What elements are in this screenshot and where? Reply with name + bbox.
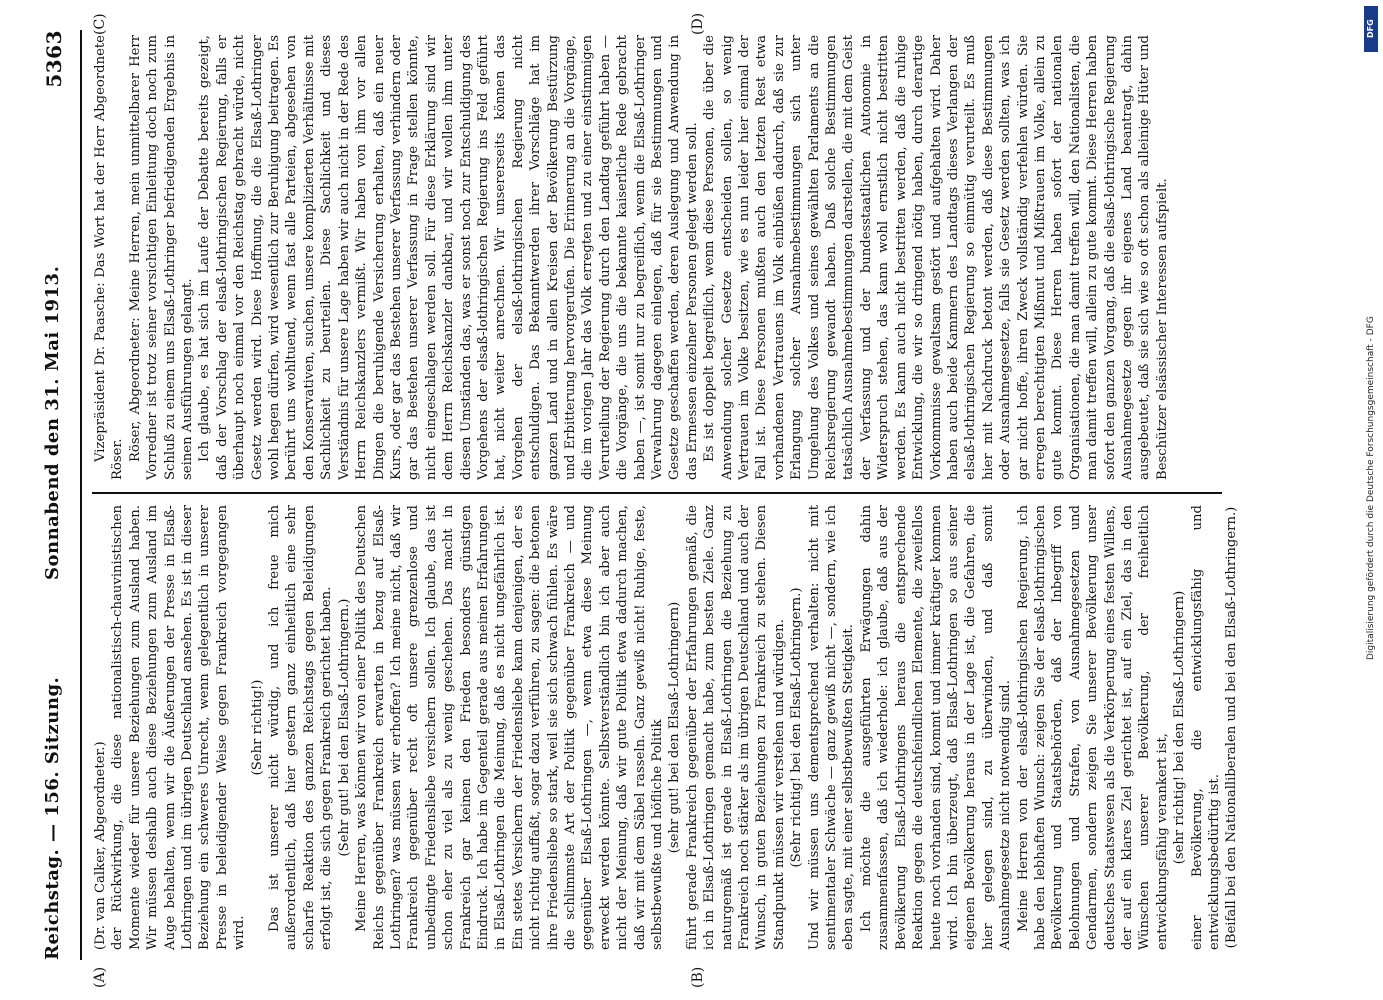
dfg-logo: DFG <box>1364 6 1378 52</box>
page-header <box>42 30 76 960</box>
header-date: Sonnabend den 31. Mai 1913. <box>42 265 63 580</box>
paragraph: Meine Herren von der elsaß-lothringischen Regierung, ich habe den lebhaften Wunsch: zeigen Sie der elsaß-lothringischen Bevölkerung und Staatsbehörden, daß der Inbegriff von Belohnungen und Strafen, von Ausnahmegesetzen und Gendarmen, sondern zeigen Sie unserer Bevölkerung unser deutsches Staatswesen als die Verkörperung eines festen Willens, der auf ein klares Ziel gerichtet ist, auf ein Ziel, das in den Wünschen unserer Bevölkerung, der freiheitlich entwicklungsfähig verankert ist, <box>1015 505 1170 950</box>
paragraph: (Dr. van Calker, Abgeordneter.) <box>93 741 108 950</box>
left-column <box>92 505 1241 950</box>
paragraph: Röser, Abgeordneter: Meine Herren, mein unmittelbarer Herr Vorredner ist trotz seiner vorsichtigen Einleitung doch noch zum Schluß zu einem uns Elsaß-Lothringer befriedigenden Ergebnis in seinen Ausführungen gelangt. <box>127 35 196 480</box>
interjection: (sehr richtig! bei den Elsaß-Lothringern) <box>1172 590 1188 865</box>
paragraph: Und wir müssen uns dementsprechend verhalten: nicht mit sentimentaler Schwäche — ganz gewiß nicht —, sondern, wie ich eben sagte, mit einer selbstbewußten Stetigkeit. <box>806 505 857 950</box>
interjection: (Sehr gut! bei den Elsaß-Lothringern.) <box>336 598 352 857</box>
header-rule <box>80 30 82 960</box>
right-column <box>92 35 1171 480</box>
digitization-credit: Digitalisierung gefördert durch die Deutsche Forschungsgemeinschaft - DFG <box>1366 316 1376 660</box>
interjection: (Beifall bei den Nationalliberalen und bei den Elsaß-Lothringern.) <box>1224 506 1240 949</box>
interjection: (Sehr richtig! bei den Elsaß-Lothringern.) <box>789 587 805 868</box>
column-divider <box>92 492 1222 494</box>
margin-marker-c: (C) <box>92 13 108 35</box>
paragraph: Ich möchte die ausgeführten Erwägungen dahin zusammenfassen, daß ich wiederhole: ich glaube, daß aus der Bevölkerung Elsaß-Lothringens heraus die entsprechende Reaktion gegen die deutschfeindlichen Elemente, die zweifellos heute noch vorhanden sind, kommt und immer kräftiger kommen wird. Ich bin überzeugt, daß Elsaß-Lothringen so aus seiner eigenen Bevölkerung heraus in der Lage ist, die Gefahren, die hier gelegen sind, zu überwinden, und daß somit Ausnahmegesetze nicht notwendig sind. <box>858 505 1014 950</box>
paragraph: Meine Herren, was können wir von einer Politik des Deutschen Reichs gegenüber Frankreich erwarten in bezug auf Elsaß-Lothringen? was müssen wir erhoffen? Ich meine nicht, daß wir Frankreich gegenüber recht oft unsere grenzenlose und unbedingte Friedensliebe versichern sollen. Ich glaube, das ist schon eher zu viel als zu wenig geschehen. Das macht in Frankreich gar keinen den Frieden besonders günstigen Eindruck. Ich habe im Gegenteil gerade aus meinen Erfahrungen in Elsaß-Lothringen die Meinung, daß es nicht ungefährlich ist. Ein stetes Versichern der Friedensliebe kann denjenigen, der es nicht richtig auffaßt, sogar dazu verführen, zu sagen: die betonen ihre Friedensliebe so stark, weil sie sich schwach fühlen. Es wäre die schlimmste Art der Politik gegenüber Frankreich — und gegenüber Elsaß-Lothringen —, wenn etwa diese Meinung erweckt werden könnte. Selbstverständlich bin ich aber auch nicht der Meinung, daß wir gute Politik etwa dadurch machen, daß wir mit dem Säbel rasseln. Ganz gewiß nicht! Ruhige, feste, selbstbewußte und höfliche Politik <box>354 505 665 950</box>
margin-marker-d: (D) <box>690 12 706 35</box>
page-number: 5363 <box>42 30 66 88</box>
paragraph: führt gerade Frankreich gegenüber der Erfahrungen gemäß, die ich in Elsaß-Lothringen gemacht habe, zum besten Ziele. Ganz naturgemäß ist gerade in Elsaß-Lothringen die Beziehung zu Frankreich noch stärker als im übrigen Deutschland und auch der Wunsch, in guten Beziehungen zu Frankreich zu stehen. Diesen Standpunkt müssen wir verstehen und würdigen. <box>684 505 787 950</box>
paragraph: Vizepräsident Dr. Paasche: Das Wort hat der Herr Abgeordnete Röser. <box>93 35 126 480</box>
margin-marker-b: (B) <box>690 966 706 988</box>
paragraph: Das ist unserer nicht würdig, und ich freue mich außerordentlich, daß hier gestern ganz einheitlich eine sehr scharfe Reaktion des ganzen Reichstags gegen Beleidigungen erfolgt ist, die sich gegen Frankreich gerichtet haben. <box>267 505 335 950</box>
interjection: (sehr gut! bei den Elsaß-Lothringern) <box>667 601 683 854</box>
paragraph: Ich glaube, es hat sich im Laufe der Debatte bereits gezeigt, daß der Vorschlag der elsaß-lothringischen Regierung, falls er überhaupt noch einmal vor den Reichstag gebracht würde, nicht Gesetz werden wird. Diese Hoffnung, die die Elsaß-Lothringer wohl hegen dürfen, wird wesentlich zur Beruhigung beitragen. Es berührt uns wohltuend, wenn fast alle Parteien, abgesehen von den Konservativen, suchen, unsere komplizierten Verhältnisse mit Sachlichkeit zu beurteilen. Diese Sachlichkeit und dieses Verständnis für unsere Lage haben wir auch nicht in der Rede des Herrn Reichskanzlers vermißt. Wir haben von ihm vor allen Dingen die beruhigende Versicherung erhalten, daß ein neuer Kurs, oder gar das Bestehen unserer Verfassung verhindern oder gar das Bestehen unserer Verfassung in Frage stellen könnte, nicht eingeschlagen werden soll. Für diese Erklärung sind wir dem Herrn Reichskanzler dankbar, und wir wollen ihm unter diesen Umständen das, was er sonst noch zur Entschuldigung des Vorgehens der elsaß-lothringischen Regierung ins Feld geführt hat, nicht weiter anrechnen. Wir unsererseits können das Vorgehen der elsaß-lothringischen Regierung nicht entschuldigen. Das Bekanntwerden ihrer Vorschläge hat im ganzen Land und in allen Kreisen der Bevölkerung Bestürzung und Erbitterung hervorgerufen. Die Erinnerung an die Vorgänge, die im vorigen Jahr das Volk erregten und zu einer einstimmigen Verurteilung der Regierung durch den Landtag geführt haben — die Vorgänge, die uns die bekannte kaiserliche Rede gebracht haben —, ist somit nur zu begreiflich, wenn die Elsaß-Lothringer Verwahrung dagegen einlegen, daß für sie Bestimmungen und Gesetze geschaffen werden, deren Auslegung und Anwendung in das Ermessen einzelner Personen gelegt werden soll. <box>197 35 700 480</box>
paragraph: Es ist doppelt begreiflich, wenn diese Personen, die über die Anwendung solcher Gesetze entscheiden sollen, so wenig Vertrauen im Volke besitzen, wie es nun leider hier einmal der Fall ist. Diese Personen mußten auch den letzten Rest etwa vorhandenen Vertrauens im Volk einbüßen dadurch, daß sie zur Erlangung solcher Ausnahmebestimmungen sich unter Umgehung des Volkes und seines gewählten Parlaments an die Reichsregierung gewandt haben. Daß solche Bestimmungen tatsächlich Ausnahmebestimmungen darstellen, die mit dem Geist der Verfassung und der bundesstaatlichen Autonomie in Widerspruch stehen, das kann wohl ernstlich nicht bestritten werden. Es kann auch nicht bestritten werden, daß die ruhige Entwicklung, die wir so dringend nötig haben, durch derartige Vorkommnisse gewaltsam gestört und aufgehalten wird. Daher haben auch beide Kammern des Landtags dieses Verlangen der elsaß-lothringischen Regierung so einmütig verurteilt. Es muß hier mit Nachdruck betont werden, daß diese Bestimmungen oder Ausnahmegesetze, falls sie Gesetz werden sollten, was ich gar nicht hoffe, ihren Zweck vollständig verfehlen würden. Sie erregen berechtigten Mißmut und Mißtrauen im Volke, allein zu gute kommt. Diese Herren haben sofort der nationalen Organisationen, die man damit treffen will, den Nationalisten, die man damit treffen will, allein zu gute kommt. Diese Herren haben sofort den ganzen Vorgang, daß die elsaß-lothringische Regierung Ausnahmegesetze gegen ihr eigenes Land beantragt, dahin ausgebeutet, daß sie sich wie so oft schon als alleinige Hüter und Beschützer elsässischer Interessen aufspielt. <box>702 35 1170 480</box>
paragraph: einer Bevölkerung, die entwicklungsfähig und entwicklungsbedürftig ist. <box>1189 505 1222 950</box>
interjection: (Sehr richtig!) <box>249 679 265 776</box>
paragraph: der Rückwirkung, die diese nationalistisch-chauvinistischen Momente wieder für unsere Beziehungen zum Ausland haben. Wir müssen deshalb auch diese Beziehungen zum Ausland im Auge behalten, wenn wir die Äußerungen der Presse in Elsaß-Lothringen und im übrigen Deutschland ansehen. Es ist in dieser Beziehung ein schweres Unrecht, wenn gelegentlich in unserer Presse in beleidigender Weise gegen Frankreich vorgegangen wird. <box>110 505 248 950</box>
margin-marker-a: (A) <box>92 966 108 988</box>
header-session: Reichstag. — 156. Sitzung. <box>42 676 63 960</box>
